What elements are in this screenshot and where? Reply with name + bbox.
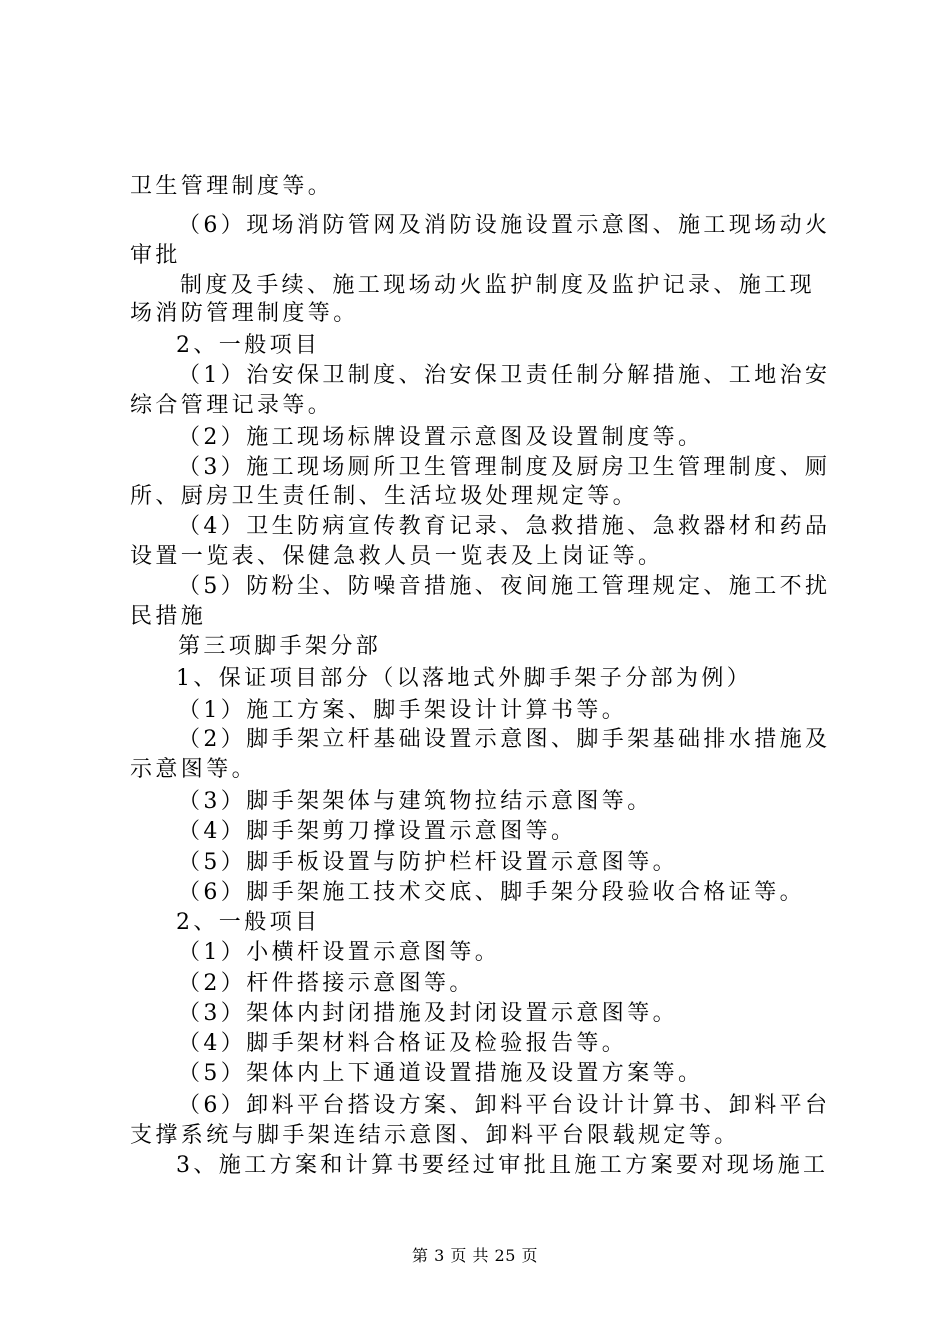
text-line: （4）脚手架材料合格证及检验报告等。 — [178, 1031, 628, 1056]
text-line: （2）杆件搭接示意图等。 — [178, 971, 475, 996]
page-number-footer: 第 3 页 共 25 页 — [412, 1246, 538, 1265]
text-line: 2、一般项目 — [176, 910, 321, 935]
text-line: （5）防粉尘、防噪音措施、夜间施工管理规定、施工不扰 — [178, 574, 831, 599]
text-line: （6）脚手架施工技术交底、脚手架分段验收合格证等。 — [178, 880, 805, 905]
text-line: 示意图等。 — [130, 757, 258, 782]
text-line: 设置一览表、保健急救人员一览表及上岗证等。 — [130, 544, 664, 569]
text-line: （3）脚手架架体与建筑物拉结示意图等。 — [178, 789, 653, 814]
text-line: 综合管理记录等。 — [130, 393, 334, 418]
text-line: （2）脚手架立杆基础设置示意图、脚手架基础排水措施及 — [178, 727, 831, 752]
text-line: 支撑系统与脚手架连结示意图、卸料平台限载规定等。 — [130, 1123, 740, 1148]
text-line: （3）架体内封闭措施及封闭设置示意图等。 — [178, 1001, 678, 1026]
text-line: （4）脚手架剪刀撑设置示意图等。 — [178, 819, 577, 844]
text-line: （4）卫生防病宣传教育记录、急救措施、急救器材和药品 — [178, 514, 831, 539]
text-line: （6）卸料平台搭设方案、卸料平台设计计算书、卸料平台 — [178, 1093, 831, 1118]
text-line: 1、保证项目部分（以落地式外脚手架子分部为例） — [176, 666, 753, 691]
text-line: （5）脚手板设置与防护栏杆设置示意图等。 — [178, 850, 678, 875]
text-line: 卫生管理制度等。 — [130, 174, 334, 199]
text-line: （1）治安保卫制度、治安保卫责任制分解措施、工地治安 — [178, 363, 831, 388]
text-line: （2）施工现场标牌设置示意图及设置制度等。 — [178, 425, 704, 450]
text-line: 场消防管理制度等。 — [130, 301, 359, 326]
text-line: （1）施工方案、脚手架设计计算书等。 — [178, 698, 628, 723]
section-heading: 第三项脚手架分部 — [178, 634, 382, 659]
text-line: 2、一般项目 — [176, 333, 321, 358]
text-line: 所、厨房卫生责任制、生活垃圾处理规定等。 — [130, 484, 639, 509]
text-line: 3、施工方案和计算书要经过审批且施工方案要对现场施工 — [176, 1153, 829, 1178]
text-line: （6）现场消防管网及消防设施设置示意图、施工现场动火 — [178, 213, 831, 238]
text-line: 民措施 — [130, 604, 207, 629]
text-line: 审批 — [130, 243, 181, 268]
text-line: （1）小横杆设置示意图等。 — [178, 940, 501, 965]
text-line: （5）架体内上下通道设置措施及设置方案等。 — [178, 1061, 704, 1086]
text-line: 制度及手续、施工现场动火监护制度及监护记录、施工现 — [180, 273, 816, 298]
text-line: （3）施工现场厕所卫生管理制度及厨房卫生管理制度、厕 — [178, 455, 831, 480]
